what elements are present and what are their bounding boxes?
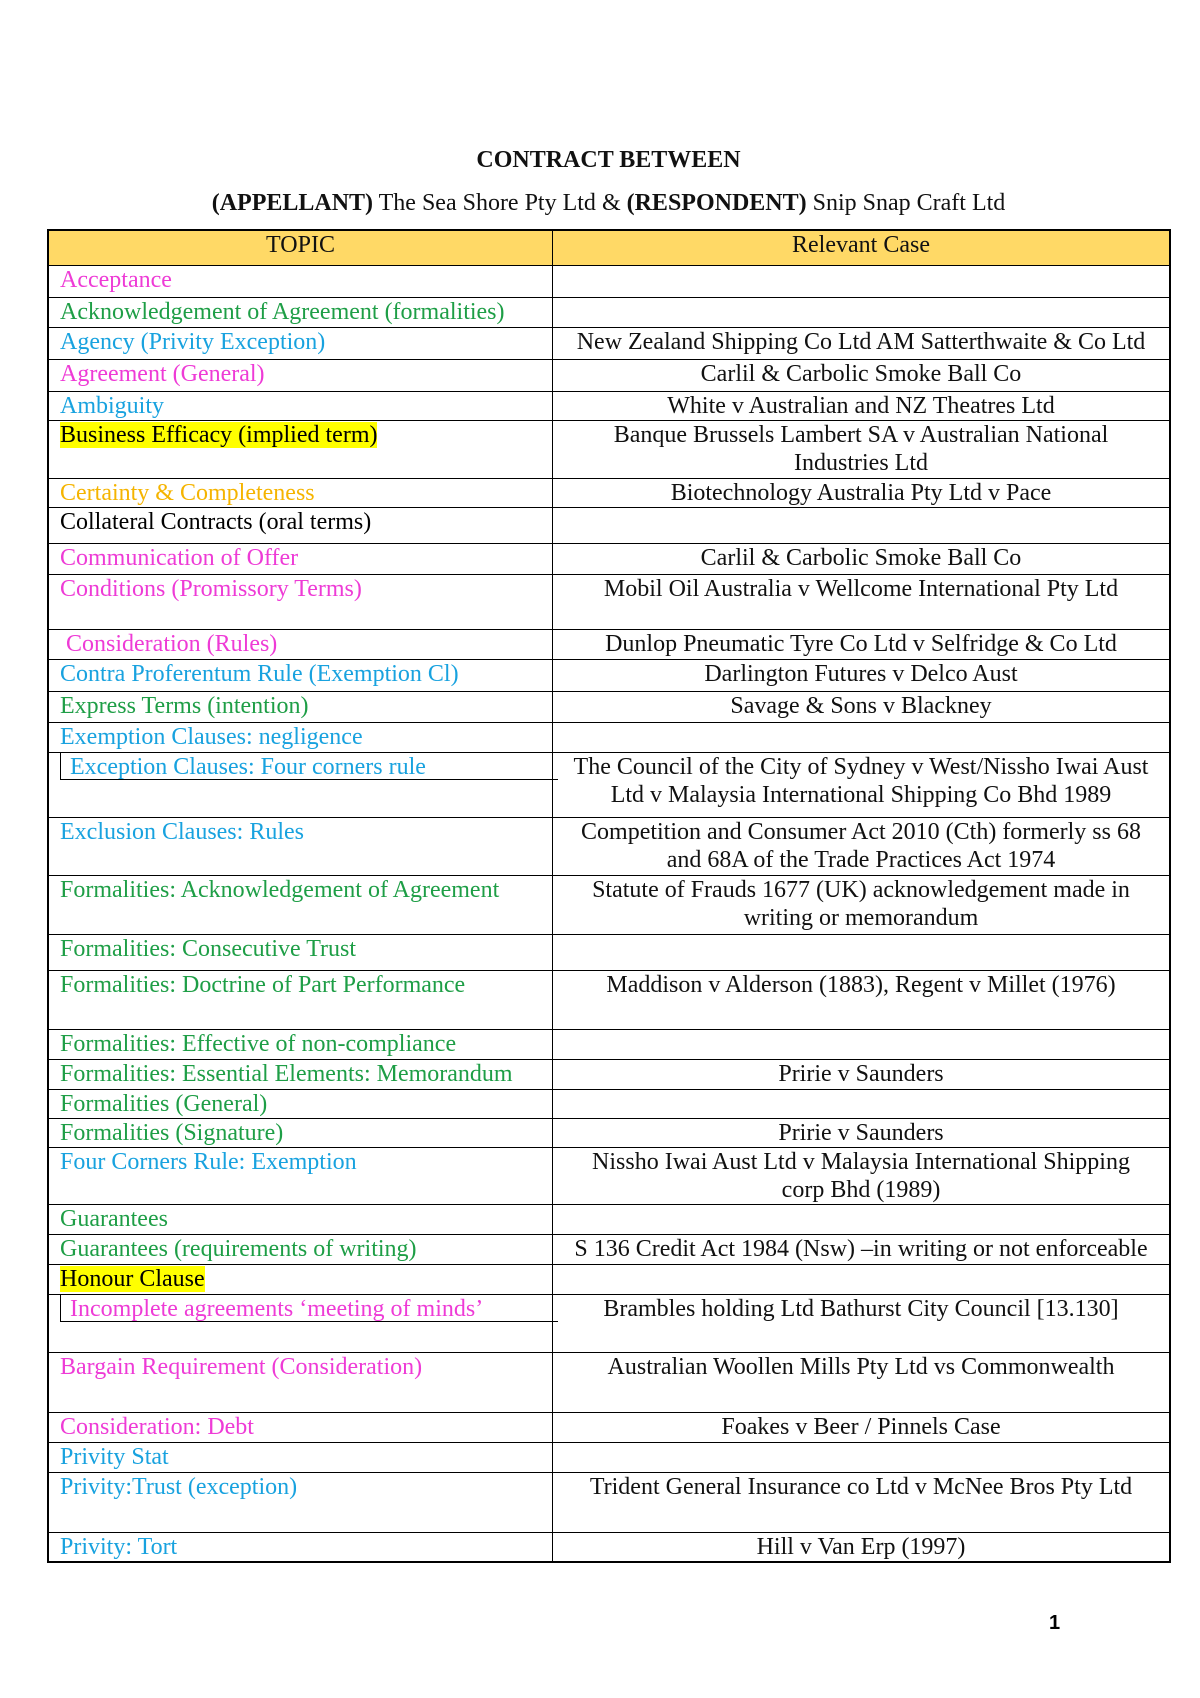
topic-cell bbox=[49, 575, 553, 629]
case-cell bbox=[553, 1353, 1169, 1412]
appellant-label: (APPELLANT) bbox=[211, 190, 374, 216]
case-citation: Pririe v Saunders bbox=[778, 1061, 944, 1087]
topic-cell bbox=[49, 876, 553, 934]
topic-cell bbox=[49, 1265, 553, 1294]
table-row bbox=[49, 659, 1169, 691]
case-cell bbox=[553, 971, 1169, 1029]
table-row bbox=[49, 1294, 1169, 1352]
topic-label: Honour Clause bbox=[60, 1266, 205, 1292]
case-cell bbox=[553, 360, 1169, 391]
topic-label: Formalities: Effective of non-compliance bbox=[60, 1031, 457, 1057]
case-cell bbox=[553, 1119, 1169, 1147]
table-row bbox=[49, 1089, 1169, 1118]
topic-cell bbox=[49, 753, 553, 817]
topic-cell bbox=[49, 1148, 553, 1204]
case-citation: and 68A of the Trade Practices Act 1974 bbox=[666, 847, 1056, 873]
case-cell bbox=[553, 479, 1169, 507]
topic-label: Contra Proferentum Rule (Exemption Cl) bbox=[60, 661, 459, 687]
case-citation: Brambles holding Ltd Bathurst City Council [13.130] bbox=[603, 1296, 1119, 1322]
topic-label: Exemption Clauses: negligence bbox=[60, 724, 363, 750]
table-row bbox=[49, 970, 1169, 1029]
topic-label: Exclusion Clauses: Rules bbox=[60, 819, 304, 845]
topic-label: Business Efficacy (implied term) bbox=[60, 422, 378, 448]
table-row bbox=[49, 1118, 1169, 1147]
topic-cell bbox=[49, 1443, 553, 1472]
case-citation: Carlil & Carbolic Smoke Ball Co bbox=[700, 361, 1022, 387]
table-row bbox=[49, 722, 1169, 752]
case-citation: Biotechnology Australia Pty Ltd v Pace bbox=[670, 480, 1052, 506]
topic-label: Privity: Tort bbox=[60, 1534, 178, 1560]
table-row bbox=[49, 691, 1169, 722]
case-cell bbox=[553, 935, 1169, 970]
topic-inner-box bbox=[60, 753, 558, 780]
topic-cell bbox=[49, 360, 553, 391]
table-row bbox=[49, 1029, 1169, 1059]
table-row bbox=[49, 1412, 1169, 1442]
topic-label: Express Terms (intention) bbox=[60, 693, 309, 719]
case-citation: Savage & Sons v Blackney bbox=[730, 693, 992, 719]
case-cell bbox=[553, 753, 1169, 817]
table-row bbox=[49, 359, 1169, 391]
header-relevant-case: Relevant Case bbox=[792, 232, 930, 258]
table-row bbox=[49, 478, 1169, 507]
table-row bbox=[49, 1059, 1169, 1089]
topic-label: Acknowledgement of Agreement (formalities) bbox=[60, 299, 505, 325]
topics-table bbox=[47, 229, 1171, 1563]
topic-cell bbox=[49, 328, 553, 359]
topic-label: Guarantees (requirements of writing) bbox=[60, 1236, 417, 1262]
case-citation: corp Bhd (1989) bbox=[781, 1177, 941, 1203]
topic-label: Certainty & Completeness bbox=[60, 480, 315, 506]
topic-cell bbox=[49, 544, 553, 574]
case-citation: writing or memorandum bbox=[743, 905, 979, 931]
topic-cell bbox=[49, 508, 553, 543]
table-row bbox=[49, 420, 1169, 478]
table-row bbox=[49, 875, 1169, 934]
table-row bbox=[49, 507, 1169, 543]
topic-label: Exception Clauses: Four corners rule bbox=[70, 754, 426, 780]
case-cell bbox=[553, 1295, 1169, 1352]
topic-label: Agreement (General) bbox=[60, 361, 265, 387]
topic-cell bbox=[49, 935, 553, 970]
topic-label: Bargain Requirement (Consideration) bbox=[60, 1354, 423, 1380]
topic-label: Formalities: Acknowledgement of Agreement bbox=[60, 877, 500, 903]
topic-label: Agency (Privity Exception) bbox=[60, 329, 326, 355]
case-cell bbox=[553, 1205, 1169, 1234]
case-cell bbox=[553, 328, 1169, 359]
parties-line bbox=[48, 189, 1169, 217]
case-citation: Australian Woollen Mills Pty Ltd vs Commonwealth bbox=[607, 1354, 1115, 1380]
case-cell bbox=[553, 1148, 1169, 1204]
topic-cell bbox=[49, 392, 553, 420]
case-citation: Trident General Insurance co Ltd v McNee Bros Pty Ltd bbox=[589, 1474, 1133, 1500]
case-cell bbox=[553, 1413, 1169, 1442]
topic-cell bbox=[49, 1235, 553, 1264]
case-cell bbox=[553, 1443, 1169, 1472]
header-topic-cell bbox=[49, 231, 553, 265]
case-citation: Dunlop Pneumatic Tyre Co Ltd v Selfridge & Co Ltd bbox=[605, 631, 1117, 657]
table-row bbox=[49, 1147, 1169, 1204]
case-citation: Maddison v Alderson (1883), Regent v Millet (1976) bbox=[606, 972, 1116, 998]
topic-label: Formalities: Essential Elements: Memorandum bbox=[60, 1061, 513, 1087]
table-row bbox=[49, 629, 1169, 659]
case-citation: Banque Brussels Lambert SA v Australian National bbox=[613, 422, 1109, 448]
case-cell bbox=[553, 1060, 1169, 1089]
topic-cell bbox=[49, 298, 553, 327]
appellant-name: The Sea Shore Pty Ltd bbox=[378, 190, 596, 216]
topic-cell bbox=[49, 1205, 553, 1234]
case-cell bbox=[553, 575, 1169, 629]
case-cell bbox=[553, 660, 1169, 691]
topic-cell bbox=[49, 1353, 553, 1412]
topic-label: Formalities: Consecutive Trust bbox=[60, 936, 357, 962]
respondent-name: Snip Snap Craft Ltd bbox=[812, 190, 1006, 216]
case-citation: Foakes v Beer / Pinnels Case bbox=[721, 1414, 1001, 1440]
topic-cell bbox=[49, 818, 553, 875]
table-row bbox=[49, 543, 1169, 574]
case-cell bbox=[553, 1090, 1169, 1118]
topic-cell bbox=[49, 266, 553, 297]
case-cell bbox=[553, 630, 1169, 659]
topic-cell bbox=[49, 1473, 553, 1532]
case-cell bbox=[553, 1473, 1169, 1532]
topic-label: Conditions (Promissory Terms) bbox=[60, 576, 362, 602]
topic-inner-box bbox=[60, 1295, 558, 1322]
topic-label: Formalities (General) bbox=[60, 1091, 268, 1117]
page-number: 1 bbox=[1049, 1612, 1061, 1634]
topic-label: Formalities (Signature) bbox=[60, 1120, 284, 1146]
table-row bbox=[49, 1472, 1169, 1532]
topic-label: Privity Stat bbox=[60, 1444, 169, 1470]
table-header-row bbox=[49, 231, 1169, 265]
table-row bbox=[49, 934, 1169, 970]
topic-cell bbox=[49, 1119, 553, 1147]
case-cell bbox=[553, 1030, 1169, 1059]
table-row bbox=[49, 817, 1169, 875]
case-citation: White v Australian and NZ Theatres Ltd bbox=[667, 393, 1055, 419]
case-cell bbox=[553, 508, 1169, 543]
topic-label: Acceptance bbox=[60, 267, 172, 293]
header-case-cell bbox=[553, 231, 1169, 265]
case-cell bbox=[553, 421, 1169, 478]
case-cell bbox=[553, 392, 1169, 420]
topic-cell bbox=[49, 1413, 553, 1442]
topic-cell bbox=[49, 660, 553, 691]
case-cell bbox=[553, 266, 1169, 297]
topic-cell bbox=[49, 1533, 553, 1561]
header-topic: TOPIC bbox=[266, 232, 335, 258]
table-row bbox=[49, 391, 1169, 420]
topic-label: Communication of Offer bbox=[60, 545, 299, 571]
topic-label: Guarantees bbox=[60, 1206, 168, 1232]
table-row bbox=[49, 1234, 1169, 1264]
case-citation: S 136 Credit Act 1984 (Nsw) –in writing or not enforceable bbox=[574, 1236, 1148, 1262]
case-cell bbox=[553, 723, 1169, 752]
table-row bbox=[49, 1532, 1169, 1561]
case-cell bbox=[553, 876, 1169, 934]
topic-label: Consideration: Debt bbox=[60, 1414, 254, 1440]
topic-cell bbox=[49, 971, 553, 1029]
case-cell bbox=[553, 1235, 1169, 1264]
respondent-label: (RESPONDENT) bbox=[626, 190, 807, 216]
case-citation: Mobil Oil Australia v Wellcome International Pty Ltd bbox=[603, 576, 1119, 602]
case-citation: Competition and Consumer Act 2010 (Cth) formerly ss 68 bbox=[581, 819, 1141, 845]
table-row bbox=[49, 327, 1169, 359]
case-citation: Nissho Iwai Aust Ltd v Malaysia International Shipping bbox=[592, 1149, 1130, 1175]
topic-cell bbox=[49, 1060, 553, 1089]
topic-cell bbox=[49, 1090, 553, 1118]
topic-cell bbox=[49, 421, 553, 478]
topic-label: Ambiguity bbox=[60, 393, 165, 419]
case-cell bbox=[553, 818, 1169, 875]
topic-label: Four Corners Rule: Exemption bbox=[60, 1149, 357, 1175]
case-cell bbox=[553, 692, 1169, 722]
topic-label: Formalities: Doctrine of Part Performance bbox=[60, 972, 466, 998]
table-row bbox=[49, 1264, 1169, 1294]
topic-cell bbox=[49, 630, 553, 659]
table-row bbox=[49, 752, 1169, 817]
topic-label: Collateral Contracts (oral terms) bbox=[60, 509, 372, 535]
document-title: CONTRACT BETWEEN bbox=[476, 147, 741, 173]
case-citation: Pririe v Saunders bbox=[778, 1120, 944, 1146]
case-cell bbox=[553, 1533, 1169, 1561]
case-citation: New Zealand Shipping Co Ltd AM Satterthwaite & Co Ltd bbox=[576, 329, 1146, 355]
table-row bbox=[49, 1442, 1169, 1472]
topic-cell bbox=[49, 723, 553, 752]
case-citation: Darlington Futures v Delco Aust bbox=[704, 661, 1018, 687]
case-cell bbox=[553, 1265, 1169, 1294]
topic-label: Privity:Trust (exception) bbox=[60, 1474, 298, 1500]
case-citation: Industries Ltd bbox=[794, 450, 928, 476]
table-row bbox=[49, 297, 1169, 327]
table-row bbox=[49, 1352, 1169, 1412]
case-cell bbox=[553, 544, 1169, 574]
parties-joiner: & bbox=[601, 190, 621, 216]
case-citation: The Council of the City of Sydney v West/Nissho Iwai Aust bbox=[573, 754, 1149, 780]
topic-cell bbox=[49, 1030, 553, 1059]
case-citation: Ltd v Malaysia International Shipping Co Bhd 1989 bbox=[610, 782, 1112, 808]
table-row bbox=[49, 574, 1169, 629]
table-row bbox=[49, 1204, 1169, 1234]
case-citation: Carlil & Carbolic Smoke Ball Co bbox=[700, 545, 1022, 571]
topic-cell bbox=[49, 479, 553, 507]
case-citation: Statute of Frauds 1677 (UK) acknowledgement made in bbox=[592, 877, 1130, 903]
case-citation: Hill v Van Erp (1997) bbox=[756, 1534, 966, 1560]
topic-label: Consideration (Rules) bbox=[60, 631, 278, 657]
topic-cell bbox=[49, 1295, 553, 1352]
table-row bbox=[49, 265, 1169, 297]
case-cell bbox=[553, 298, 1169, 327]
topic-label: Incomplete agreements ‘meeting of minds’ bbox=[70, 1296, 484, 1322]
topic-cell bbox=[49, 692, 553, 722]
